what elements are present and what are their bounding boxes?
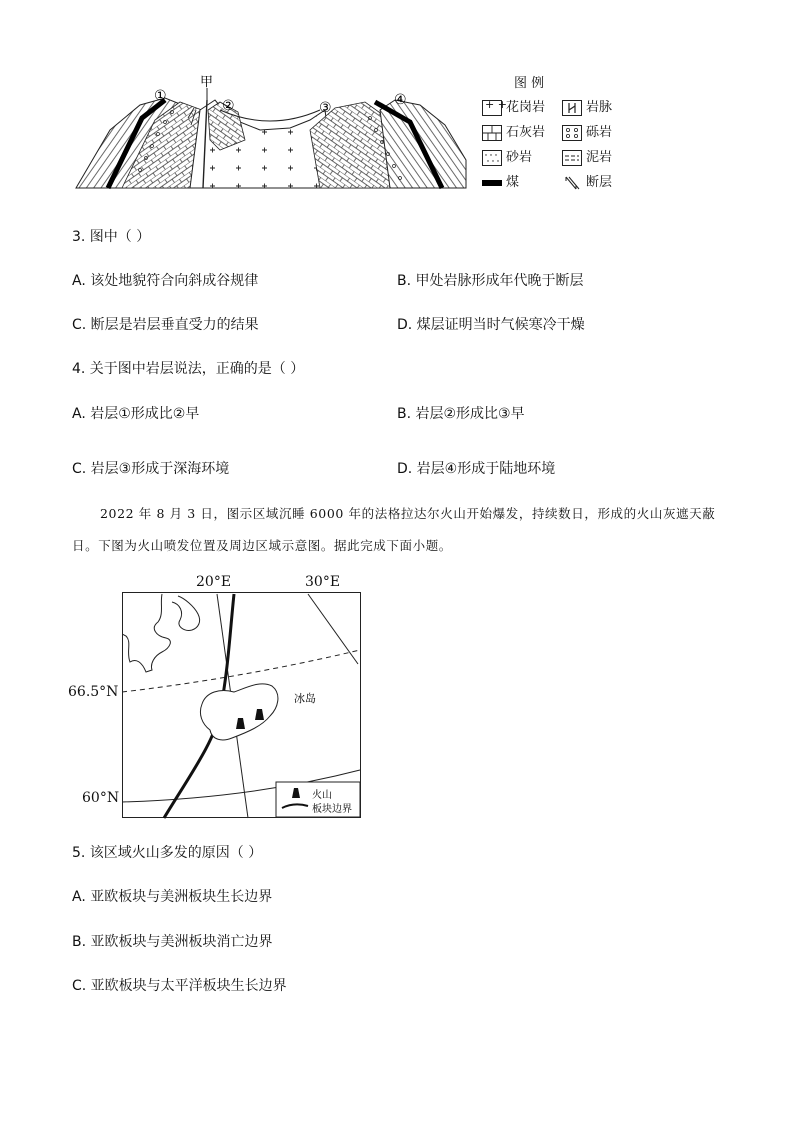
dot-pattern-icon (482, 150, 502, 166)
q5-option-b[interactable]: B. 亚欧板块与美洲板块消亡边界 (72, 934, 273, 950)
legend-volcano-label: 火山 (312, 790, 332, 801)
legend-fault: 断层 (562, 171, 612, 190)
lon-30-label: 30°E (305, 574, 341, 590)
legend-conglomerate: 砾岩 (562, 121, 612, 141)
legend-granite: + + 花岗岩 (482, 96, 545, 116)
q3-option-b[interactable]: B. 甲处岩脉形成年代晚于断层 (397, 273, 584, 289)
legend-mudstone: 泥岩 (562, 146, 612, 166)
fault-arrows-icon (562, 176, 582, 190)
q5-option-c[interactable]: C. 亚欧板块与太平洋板块生长边界 (72, 978, 287, 994)
lat-66-5-label: 66.5°N (68, 684, 119, 700)
mark-1: ① (154, 88, 167, 104)
dike-pattern-icon (562, 100, 582, 116)
lat-60-label: 60°N (82, 790, 120, 806)
black-bar-icon (482, 180, 502, 186)
q3-option-d[interactable]: D. 煤层证明当时气候寒冷干燥 (397, 317, 585, 333)
lon-20-label: 20°E (196, 574, 232, 590)
plus-pattern-icon: + + (482, 100, 502, 116)
q4-stem: 4. 关于图中岩层说法，正确的是（ ） (72, 361, 305, 377)
legend-title: 图 例 (514, 76, 545, 91)
jia-label: 甲 (200, 75, 214, 90)
q4-option-b[interactable]: B. 岩层②形成比③早 (397, 406, 525, 422)
q3-option-a[interactable]: A. 该处地貌符合向斜成谷规律 (72, 273, 259, 289)
q3-stem: 3. 图中（ ） (72, 229, 151, 245)
brick-pattern-icon (482, 125, 502, 141)
iceland-map (122, 592, 362, 820)
mark-2: ② (222, 98, 235, 114)
geologic-cross-section (70, 70, 480, 195)
passage-text: 2022 年 8 月 3 日，图示区域沉睡 6000 年的法格拉达尔火山开始爆发，持续数日，形成的火山灰遮天蔽日。下图为火山喷发位置及周边区域示意图。据此完成下面小题。 (72, 506, 716, 553)
legend-dike: 岩脉 (562, 96, 612, 116)
dash-pattern-icon (562, 150, 582, 166)
mark-4: ④ (394, 92, 407, 108)
mark-3: ③ (319, 100, 332, 116)
q3-option-c[interactable]: C. 断层是岩层垂直受力的结果 (72, 317, 259, 333)
legend-sandstone: 砂岩 (482, 146, 532, 166)
q5-option-a[interactable]: A. 亚欧板块与美洲板块生长边界 (72, 889, 273, 905)
island-label: 冰岛 (294, 692, 316, 705)
circle-dot-pattern-icon (562, 125, 582, 141)
q4-option-a[interactable]: A. 岩层①形成比②早 (72, 406, 200, 422)
legend-coal: 煤 (482, 171, 519, 190)
q4-option-d[interactable]: D. 岩层④形成于陆地环境 (397, 461, 556, 477)
q5-stem: 5. 该区域火山多发的原因（ ） (72, 845, 263, 861)
q4-option-c[interactable]: C. 岩层③形成于深海环境 (72, 461, 230, 477)
legend-boundary-label: 板块边界 (312, 804, 352, 815)
legend-limestone: 石灰岩 (482, 121, 545, 141)
